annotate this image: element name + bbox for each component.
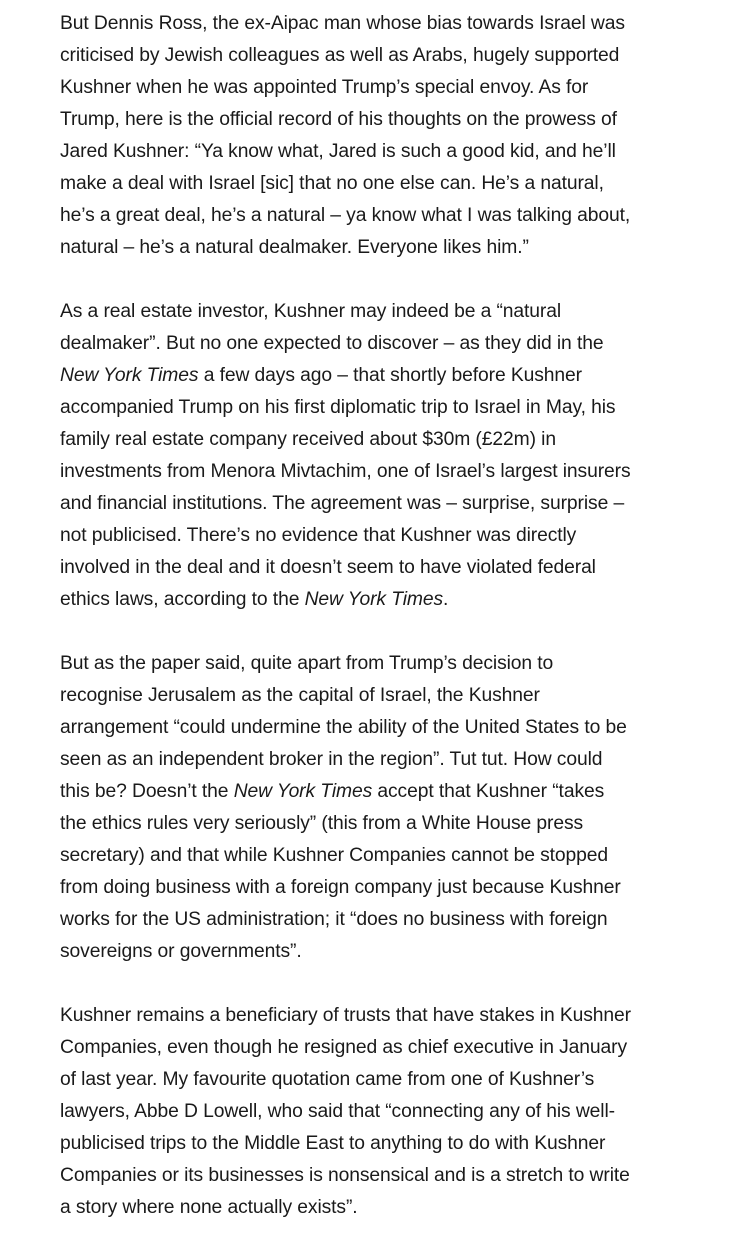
- publication-name: New York Times: [233, 781, 373, 802]
- text-line: make a deal with Israel [sic] that no one else can. He’s a natural,: [60, 173, 604, 194]
- text-line: and financial institutions. The agreement was – surprise, surprise –: [60, 493, 625, 514]
- text-line: works for the US administration; it “does no business with foreign: [60, 909, 608, 930]
- text-line: publicised trips to the Middle East to anything to do with Kushner: [60, 1133, 606, 1154]
- text-line: But Dennis Ross, the ex-Aipac man whose bias towards Israel was: [60, 13, 625, 34]
- text-line: But as the paper said, quite apart from Trump’s decision to: [60, 653, 554, 674]
- text-line: accompanied Trump on his first diplomatic trip to Israel in May, his: [60, 397, 616, 418]
- text-line: a story where none actually exists”.: [60, 1197, 358, 1218]
- paragraph: [60, 1000, 672, 1224]
- text-line: Jared Kushner: “Ya know what, Jared is such a good kid, and he’ll: [60, 141, 616, 162]
- text-line: seen as an independent broker in the region”. Tut tut. How could: [60, 749, 603, 770]
- text-line: Kushner remains a beneficiary of trusts that have stakes in Kushner: [60, 1005, 631, 1026]
- text-line: secretary) and that while Kushner Companies cannot be stopped: [60, 845, 609, 866]
- text-line: natural – he’s a natural dealmaker. Everyone likes him.”: [60, 237, 529, 258]
- text-line: Companies or its businesses is nonsensical and is a stretch to write: [60, 1165, 630, 1186]
- text-line: family real estate company received about $30m (£22m) in: [60, 429, 556, 450]
- paragraph: [60, 648, 672, 968]
- paragraph: [60, 296, 672, 616]
- publication-name: New York Times: [60, 365, 199, 386]
- text-line: from doing business with a foreign company just because Kushner: [60, 877, 621, 898]
- text-line: the ethics rules very seriously” (this from a White House press: [60, 813, 584, 834]
- text-line: of last year. My favourite quotation came from one of Kushner’s: [60, 1069, 595, 1090]
- text-line: sovereigns or governments”.: [60, 941, 302, 962]
- paragraph: [60, 8, 672, 264]
- text-line: recognise Jerusalem as the capital of Israel, the Kushner: [60, 685, 540, 706]
- text-line: he’s a great deal, he’s a natural – ya know what I was talking about,: [60, 205, 631, 226]
- text-line: involved in the deal and it doesn’t seem to have violated federal: [60, 557, 596, 578]
- text-line: Trump, here is the official record of his thoughts on the prowess of: [60, 109, 617, 130]
- text-line: As a real estate investor, Kushner may indeed be a “natural: [60, 301, 562, 322]
- text-line: Kushner when he was appointed Trump’s special envoy. As for: [60, 77, 589, 98]
- text-line: criticised by Jewish colleagues as well as Arabs, hugely supported: [60, 45, 620, 66]
- text-line: arrangement “could undermine the ability of the United States to be: [60, 717, 627, 738]
- article-body: [60, 8, 672, 1256]
- text-line: ethics laws, according to the New York Times.: [60, 589, 449, 610]
- text-line: this be? Doesn’t the New York Times accept that Kushner “takes: [60, 781, 605, 802]
- publication-name: New York Times: [304, 589, 444, 610]
- text-line: New York Times a few days ago – that shortly before Kushner: [60, 365, 582, 386]
- text-line: investments from Menora Mivtachim, one of Israel’s largest insurers: [60, 461, 631, 482]
- text-line: lawyers, Abbe D Lowell, who said that “connecting any of his well-: [60, 1101, 615, 1122]
- text-line: dealmaker”. But no one expected to discover – as they did in the: [60, 333, 604, 354]
- text-line: Companies, even though he resigned as chief executive in January: [60, 1037, 628, 1058]
- text-line: not publicised. There’s no evidence that Kushner was directly: [60, 525, 577, 546]
